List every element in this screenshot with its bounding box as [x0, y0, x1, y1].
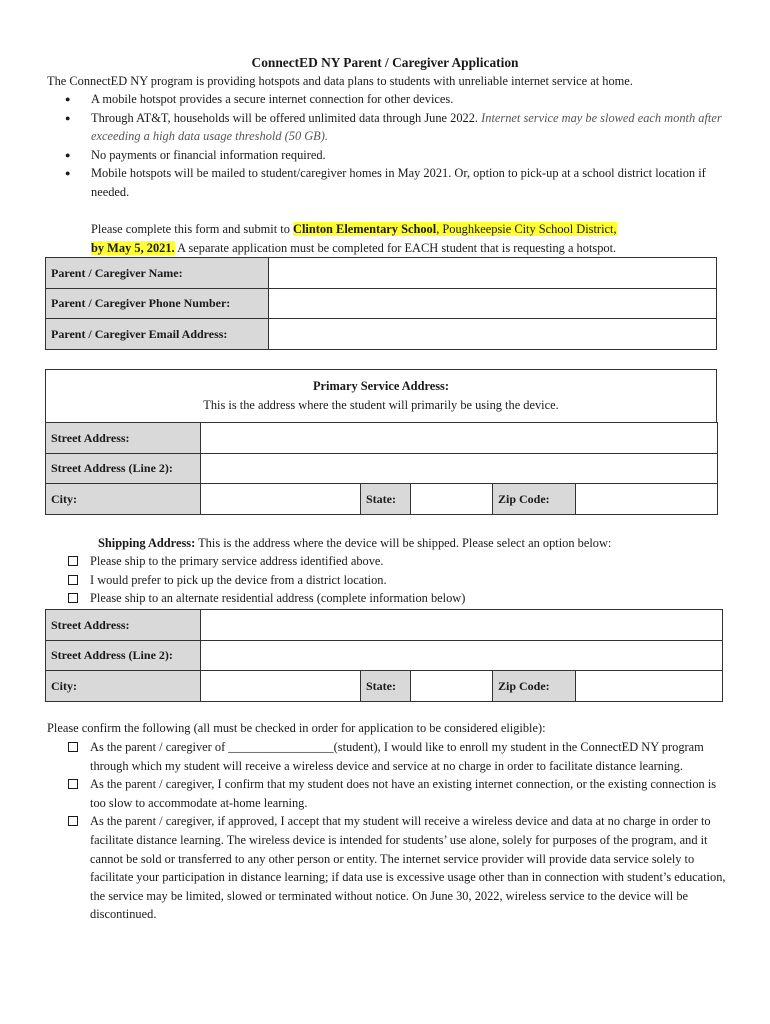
primary-address-subheading: This is the address where the student will primarily be using the device.	[203, 397, 559, 412]
parent-phone-field[interactable]	[269, 288, 717, 319]
zip-label: Zip Code:	[493, 484, 576, 515]
street-field[interactable]	[201, 423, 718, 454]
state-label: State:	[361, 484, 411, 515]
bullet-item: ● Mobile hotspots will be mailed to student/caregiver homes in May 2021. Or, option to pick-up at a school district location if needed.	[62, 164, 722, 201]
alt-street-field[interactable]	[201, 610, 723, 641]
city-label: City:	[46, 484, 201, 515]
city-field[interactable]	[201, 484, 361, 515]
alt-state-label: State:	[361, 671, 411, 702]
alt-zip-label: Zip Code:	[493, 671, 576, 702]
checkbox[interactable]	[68, 575, 78, 585]
alt-city-label: City:	[46, 671, 201, 702]
alt-city-field[interactable]	[201, 671, 361, 702]
data-threshold-note: Internet service may be slowed each month after exceeding a high data usage threshold (50 GB).	[91, 110, 722, 144]
parent-info-table	[45, 257, 717, 350]
parent-name-field[interactable]	[269, 258, 717, 289]
list-item: As the parent / caregiver, I confirm that my student does not have an existing internet connection, or the existing connection is too slow to accommodate at-home learning.	[68, 775, 728, 812]
alt-street2-field[interactable]	[201, 640, 723, 671]
page-title: ConnectED NY Parent / Caregiver Application	[251, 55, 519, 70]
alt-zip-field[interactable]	[576, 671, 723, 702]
checkbox[interactable]	[68, 556, 78, 566]
school-name: Clinton Elementary School	[293, 222, 437, 236]
intro-text: The ConnectED NY program is providing hotspots and data plans to students with unreliable internet service at home.	[47, 74, 633, 88]
table-row	[46, 453, 718, 484]
alternate-address-table	[45, 609, 723, 702]
table-row	[46, 423, 718, 454]
bullet-item: ● A mobile hotspot provides a secure internet connection for other devices.	[62, 90, 722, 109]
checkbox[interactable]	[68, 593, 78, 603]
street-label: Street Address:	[46, 423, 201, 454]
checkbox[interactable]	[68, 816, 78, 826]
parent-name-label: Parent / Caregiver Name:	[46, 258, 269, 289]
parent-email-label: Parent / Caregiver Email Address:	[46, 319, 269, 350]
checkbox[interactable]	[68, 742, 78, 752]
primary-address-header	[45, 369, 717, 423]
primary-address-table	[45, 422, 718, 515]
bullet-item: ● No payments or financial information required.	[62, 146, 722, 165]
alt-street-label: Street Address:	[46, 610, 201, 641]
street2-field[interactable]	[201, 453, 718, 484]
checkbox[interactable]	[68, 779, 78, 789]
table-row	[46, 671, 723, 702]
list-item: I would prefer to pick up the device from a district location.	[68, 571, 728, 590]
parent-email-field[interactable]	[269, 319, 717, 350]
primary-address-heading: Primary Service Address:	[312, 379, 450, 393]
list-item: As the parent / caregiver of _________________(student), I would like to enroll my student in the ConnectED NY program through which my student will receive a wireless device and service at no charge in order to facilitate distance learning.	[68, 738, 728, 775]
street2-label: Street Address (Line 2):	[46, 453, 201, 484]
shipping-instructions: Shipping Address: This is the address where the device will be shipped. Please select an option below:	[98, 536, 612, 550]
district-name: , Poughkeepsie City School District,	[436, 222, 617, 236]
list-item: As the parent / caregiver, if approved, I accept that my student will receive a wireless device and data at no charge in order to facilitate distance learning. The wireless device is intended for students’ use alone, solely for purposes of the program, and it cannot be sold or transferred to any other person or entity. The internet service provider will provide data service solely to facilitate your participation in distance learning; if data use is excessive usage other than in connection with student’s education, the service may be limited, slowed or terminated without notice. On June 30, 2022, wireless service to the device will be discontinued.	[68, 812, 728, 924]
table-row	[46, 319, 717, 350]
table-row	[46, 288, 717, 319]
table-row	[46, 258, 717, 289]
alt-street2-label: Street Address (Line 2):	[46, 640, 201, 671]
confirm-checklist	[68, 738, 728, 924]
table-row	[46, 640, 723, 671]
parent-phone-label: Parent / Caregiver Phone Number:	[46, 288, 269, 319]
state-field[interactable]	[411, 484, 493, 515]
alt-state-field[interactable]	[411, 671, 493, 702]
table-row	[46, 610, 723, 641]
submission-instructions: Please complete this form and submit to Clinton Elementary School, Poughkeepsie City School District, by May 5, 2021. A separate application must be completed for EACH student that is requesting a hotspot.	[91, 222, 617, 255]
list-item: Please ship to an alternate residential address (complete information below)	[68, 589, 728, 608]
list-item: Please ship to the primary service address identified above.	[68, 552, 728, 571]
confirm-heading: Please confirm the following (all must be checked in order for application to be considered eligible):	[47, 721, 546, 735]
zip-field[interactable]	[576, 484, 718, 515]
due-date: by May 5, 2021.	[91, 240, 175, 255]
table-row	[46, 484, 718, 515]
shipping-options	[68, 552, 728, 608]
shipping-heading: Shipping Address:	[98, 536, 196, 550]
bullet-item: ● Through AT&T, households will be offered unlimited data through June 2022. Internet service may be slowed each month after exceeding a high data usage threshold (50 GB).	[62, 109, 722, 146]
program-bullets	[62, 90, 722, 202]
